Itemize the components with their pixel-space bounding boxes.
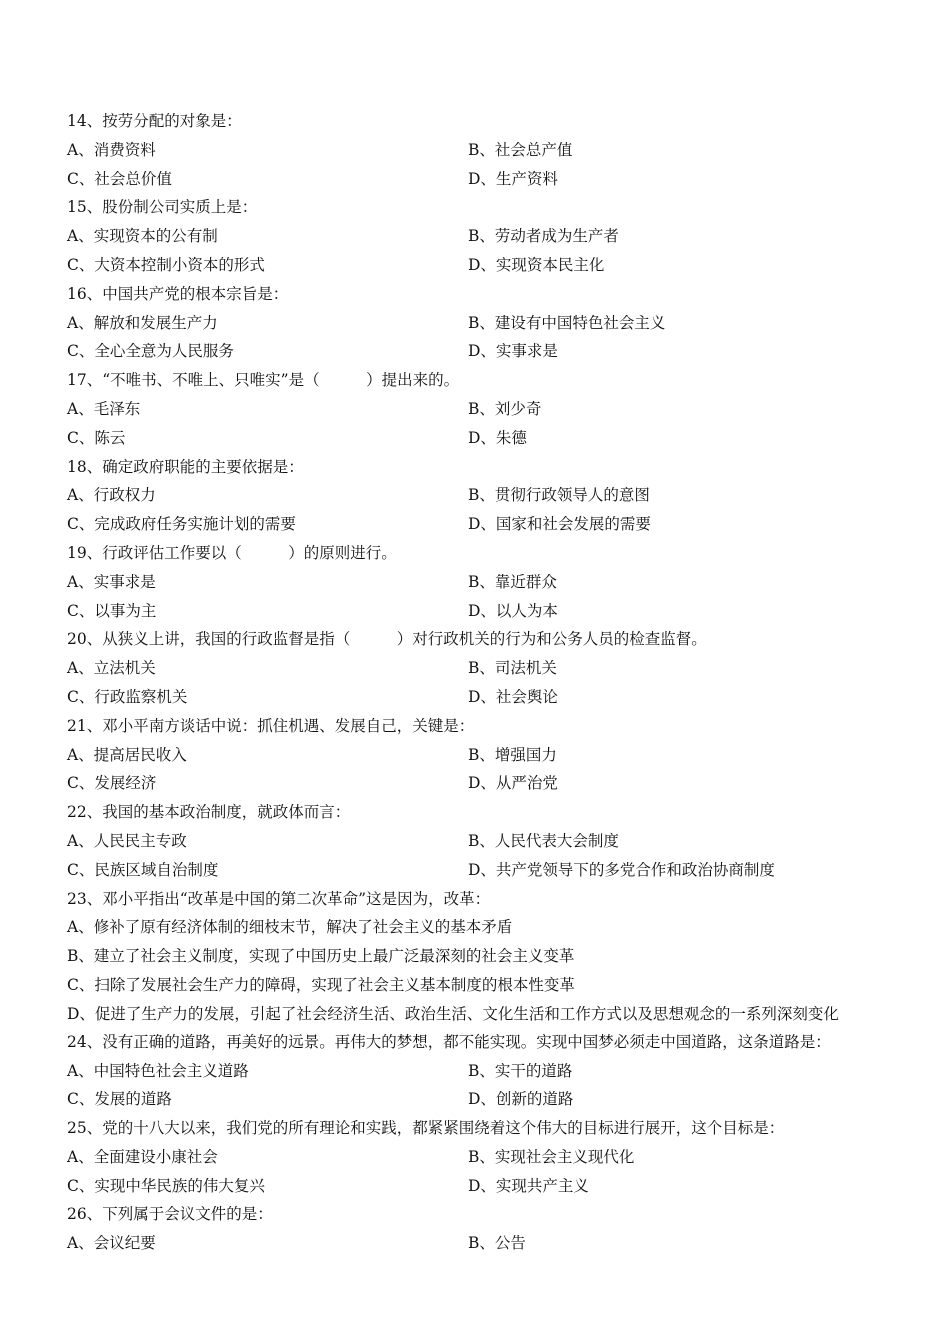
exam-page (67, 107, 887, 1258)
options-row (67, 222, 887, 251)
option-a: A、解放和发展生产力 (67, 313, 218, 332)
options-row (67, 568, 887, 597)
question-26: 26、下列属于会议文件的是： (67, 1205, 273, 1224)
question-21: 21、邓小平南方谈话中说：抓住机遇、发展自己，关键是： (67, 716, 475, 735)
option-b: B、增强国力 (468, 745, 557, 764)
question-17: 17、“不唯书、不唯上、只唯实”是（ ）提出来的。 (67, 371, 460, 390)
option-a: A、人民民主专政 (67, 831, 187, 850)
option-c: C、扫除了发展社会生产力的障碍，实现了社会主义基本制度的根本性变革 (67, 975, 575, 994)
question-15: 15、股份制公司实质上是： (67, 198, 258, 217)
option-a: A、修补了原有经济体制的细枝末节，解决了社会主义的基本矛盾 (67, 918, 513, 937)
option-c: C、民族区域自治制度 (67, 860, 219, 879)
option-d: D、共产党领导下的多党合作和政治协商制度 (468, 860, 775, 879)
option-a: A、立法机关 (67, 659, 156, 678)
options-row (67, 1057, 887, 1086)
option-a: A、行政权力 (67, 486, 156, 505)
question-24: 24、没有正确的道路，再美好的远景。再伟大的梦想，都不能实现。实现中国梦必须走中国道路，这条道路是： (67, 1032, 831, 1051)
option-a: A、中国特色社会主义道路 (67, 1061, 249, 1080)
option-d: D、朱德 (468, 428, 527, 447)
question-16: 16、中国共产党的根本宗旨是： (67, 284, 289, 303)
options-row (67, 165, 887, 194)
option-c: C、完成政府任务实施计划的需要 (67, 515, 296, 534)
options-row (67, 1229, 887, 1258)
option-d: D、实现资本民主化 (468, 255, 605, 274)
option-a: A、实现资本的公有制 (67, 227, 218, 246)
option-d: D、从严治党 (468, 774, 558, 793)
question-22: 22、我国的基本政治制度，就政体而言： (67, 803, 351, 822)
option-d: D、国家和社会发展的需要 (468, 515, 651, 534)
option-b: B、司法机关 (468, 659, 557, 678)
question-19: 19、行政评估工作要以（ ）的原则进行。 (67, 543, 397, 562)
option-c: C、大资本控制小资本的形式 (67, 255, 265, 274)
options-row (67, 597, 887, 626)
option-a: A、毛泽东 (67, 399, 141, 418)
option-d: D、实事求是 (468, 342, 558, 361)
option-b: B、建立了社会主义制度，实现了中国历史上最广泛最深刻的社会主义变革 (67, 947, 575, 966)
options-row (67, 1085, 887, 1114)
options-row (67, 1172, 887, 1201)
question-23: 23、邓小平指出“改革是中国的第二次革命”这是因为，改革： (67, 889, 491, 908)
option-d: D、社会舆论 (468, 687, 558, 706)
option-a: A、全面建设小康社会 (67, 1147, 218, 1166)
question-18: 18、确定政府职能的主要依据是： (67, 457, 304, 476)
options-row (67, 481, 887, 510)
option-a: A、提高居民收入 (67, 745, 187, 764)
option-b: B、公告 (468, 1234, 526, 1253)
option-b: B、劳动者成为生产者 (468, 227, 619, 246)
option-c: C、陈云 (67, 428, 126, 447)
option-d: D、促进了生产力的发展，引起了社会经济生活、政治生活、文化生活和工作方式以及思想观念的一系列深刻变化 (67, 1004, 839, 1023)
option-c: C、全心全意为人民服务 (67, 342, 234, 361)
option-d: D、实现共产主义 (468, 1176, 589, 1195)
option-c: C、社会总价值 (67, 169, 172, 188)
options-row (67, 309, 887, 338)
option-c: C、行政监察机关 (67, 687, 188, 706)
options-row (67, 1143, 887, 1172)
question-25: 25、党的十八大以来，我们党的所有理论和实践，都紧紧围绕着这个伟大的目标进行展开，这个目标是： (67, 1119, 785, 1138)
option-b: B、人民代表大会制度 (468, 831, 619, 850)
option-b: B、靠近群众 (468, 572, 557, 591)
option-c: C、实现中华民族的伟大复兴 (67, 1176, 265, 1195)
option-b: B、贯彻行政领导人的意图 (468, 486, 650, 505)
option-a: A、会议纪要 (67, 1234, 156, 1253)
option-a: A、实事求是 (67, 572, 156, 591)
options-row (67, 683, 887, 712)
option-b: B、实现社会主义现代化 (468, 1147, 635, 1166)
option-b: B、刘少奇 (468, 399, 542, 418)
options-row (67, 136, 887, 165)
option-c: C、发展经济 (67, 774, 157, 793)
options-row (67, 395, 887, 424)
option-a: A、消费资料 (67, 140, 156, 159)
options-row (67, 856, 887, 885)
option-b: B、社会总产值 (468, 140, 573, 159)
options-row (67, 654, 887, 683)
option-d: D、生产资料 (468, 169, 558, 188)
option-b: B、建设有中国特色社会主义 (468, 313, 666, 332)
question-14: 14、按劳分配的对象是： (67, 112, 242, 130)
options-row (67, 424, 887, 453)
options-row (67, 741, 887, 770)
option-c: C、发展的道路 (67, 1090, 172, 1109)
options-row (67, 769, 887, 798)
options-row (67, 337, 887, 366)
options-row (67, 827, 887, 856)
option-b: B、实干的道路 (468, 1061, 573, 1080)
question-20: 20、从狭义上讲，我国的行政监督是指（ ）对行政机关的行为和公务人员的检查监督。 (67, 630, 707, 649)
option-d: D、创新的道路 (468, 1090, 574, 1109)
option-d: D、以人为本 (468, 601, 558, 620)
options-row (67, 510, 887, 539)
options-row (67, 251, 887, 280)
option-c: C、以事为主 (67, 601, 157, 620)
